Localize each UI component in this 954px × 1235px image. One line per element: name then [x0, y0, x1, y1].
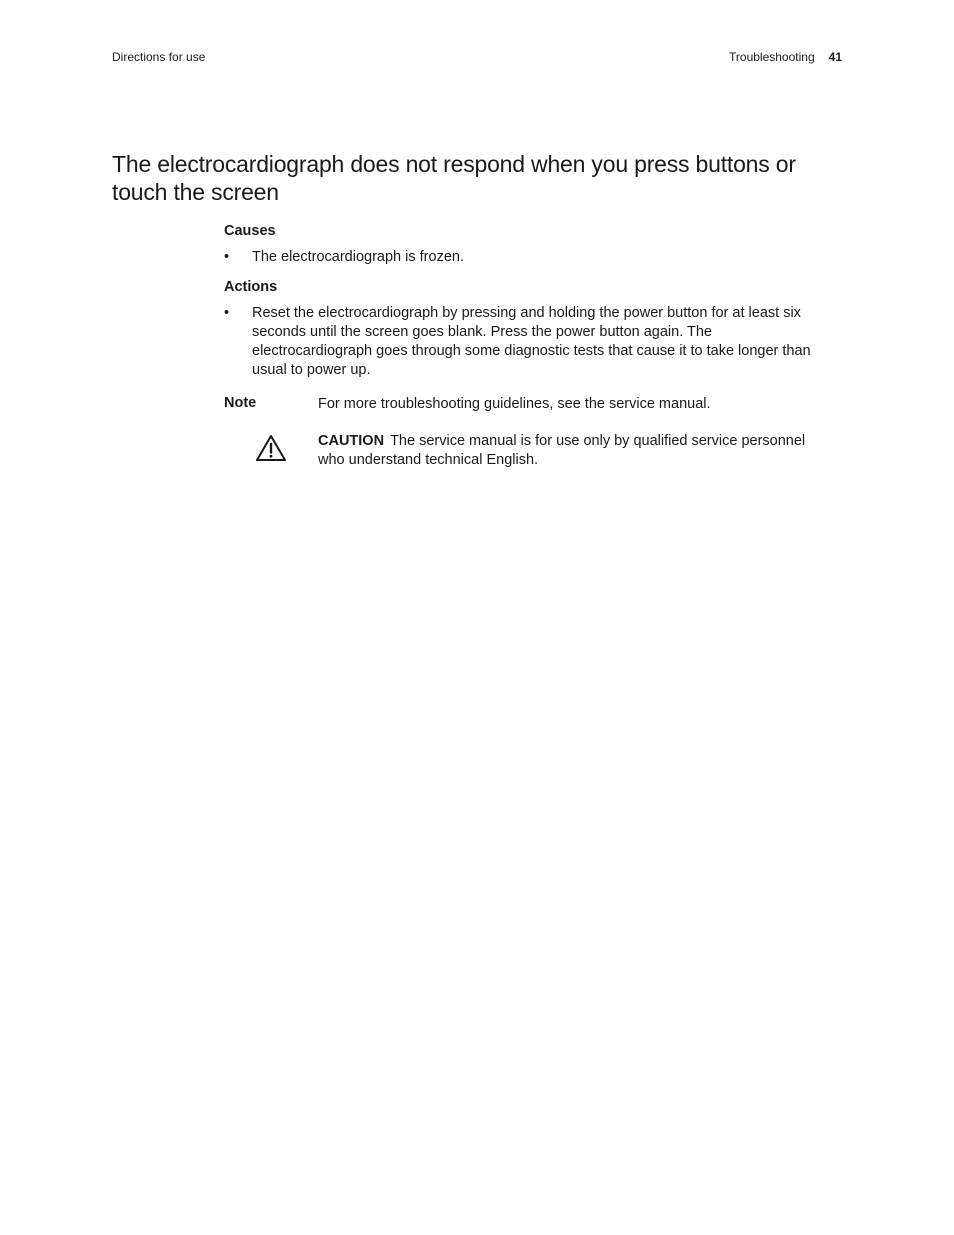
note-label: Note [224, 395, 257, 411]
bullet-icon: • [224, 249, 230, 265]
actions-list-item [224, 304, 827, 380]
page-title: The electrocardiograph does not respond when you press buttons or touch the screen [112, 151, 796, 205]
note-text: For more troubleshooting guidelines, see the service manual. [318, 396, 711, 412]
page-number: 41 [828, 50, 842, 64]
caution-message [318, 432, 818, 470]
actions-item-text: Reset the electrocardiograph by pressing and holding the power button for at least six seconds until the screen goes blank. Press the power button again. The electrocardiograph goes through some diagnostic tests that cause it to take longer than usual to power up. [252, 305, 811, 378]
header-document-title: Directions for use [112, 50, 206, 64]
causes-list-item [224, 248, 827, 267]
caution-text: The service manual is for use only by qualified service personnel who understand technical English. [318, 433, 806, 468]
causes-item-text: The electrocardiograph is frozen. [252, 249, 464, 265]
causes-heading: Causes [224, 223, 276, 239]
header-section-info [729, 50, 842, 64]
caution-label: CAUTION [318, 433, 385, 449]
actions-heading: Actions [224, 279, 278, 295]
bullet-icon: • [224, 305, 230, 321]
warning-triangle-icon [255, 433, 287, 463]
header-section-name: Troubleshooting [729, 50, 815, 64]
